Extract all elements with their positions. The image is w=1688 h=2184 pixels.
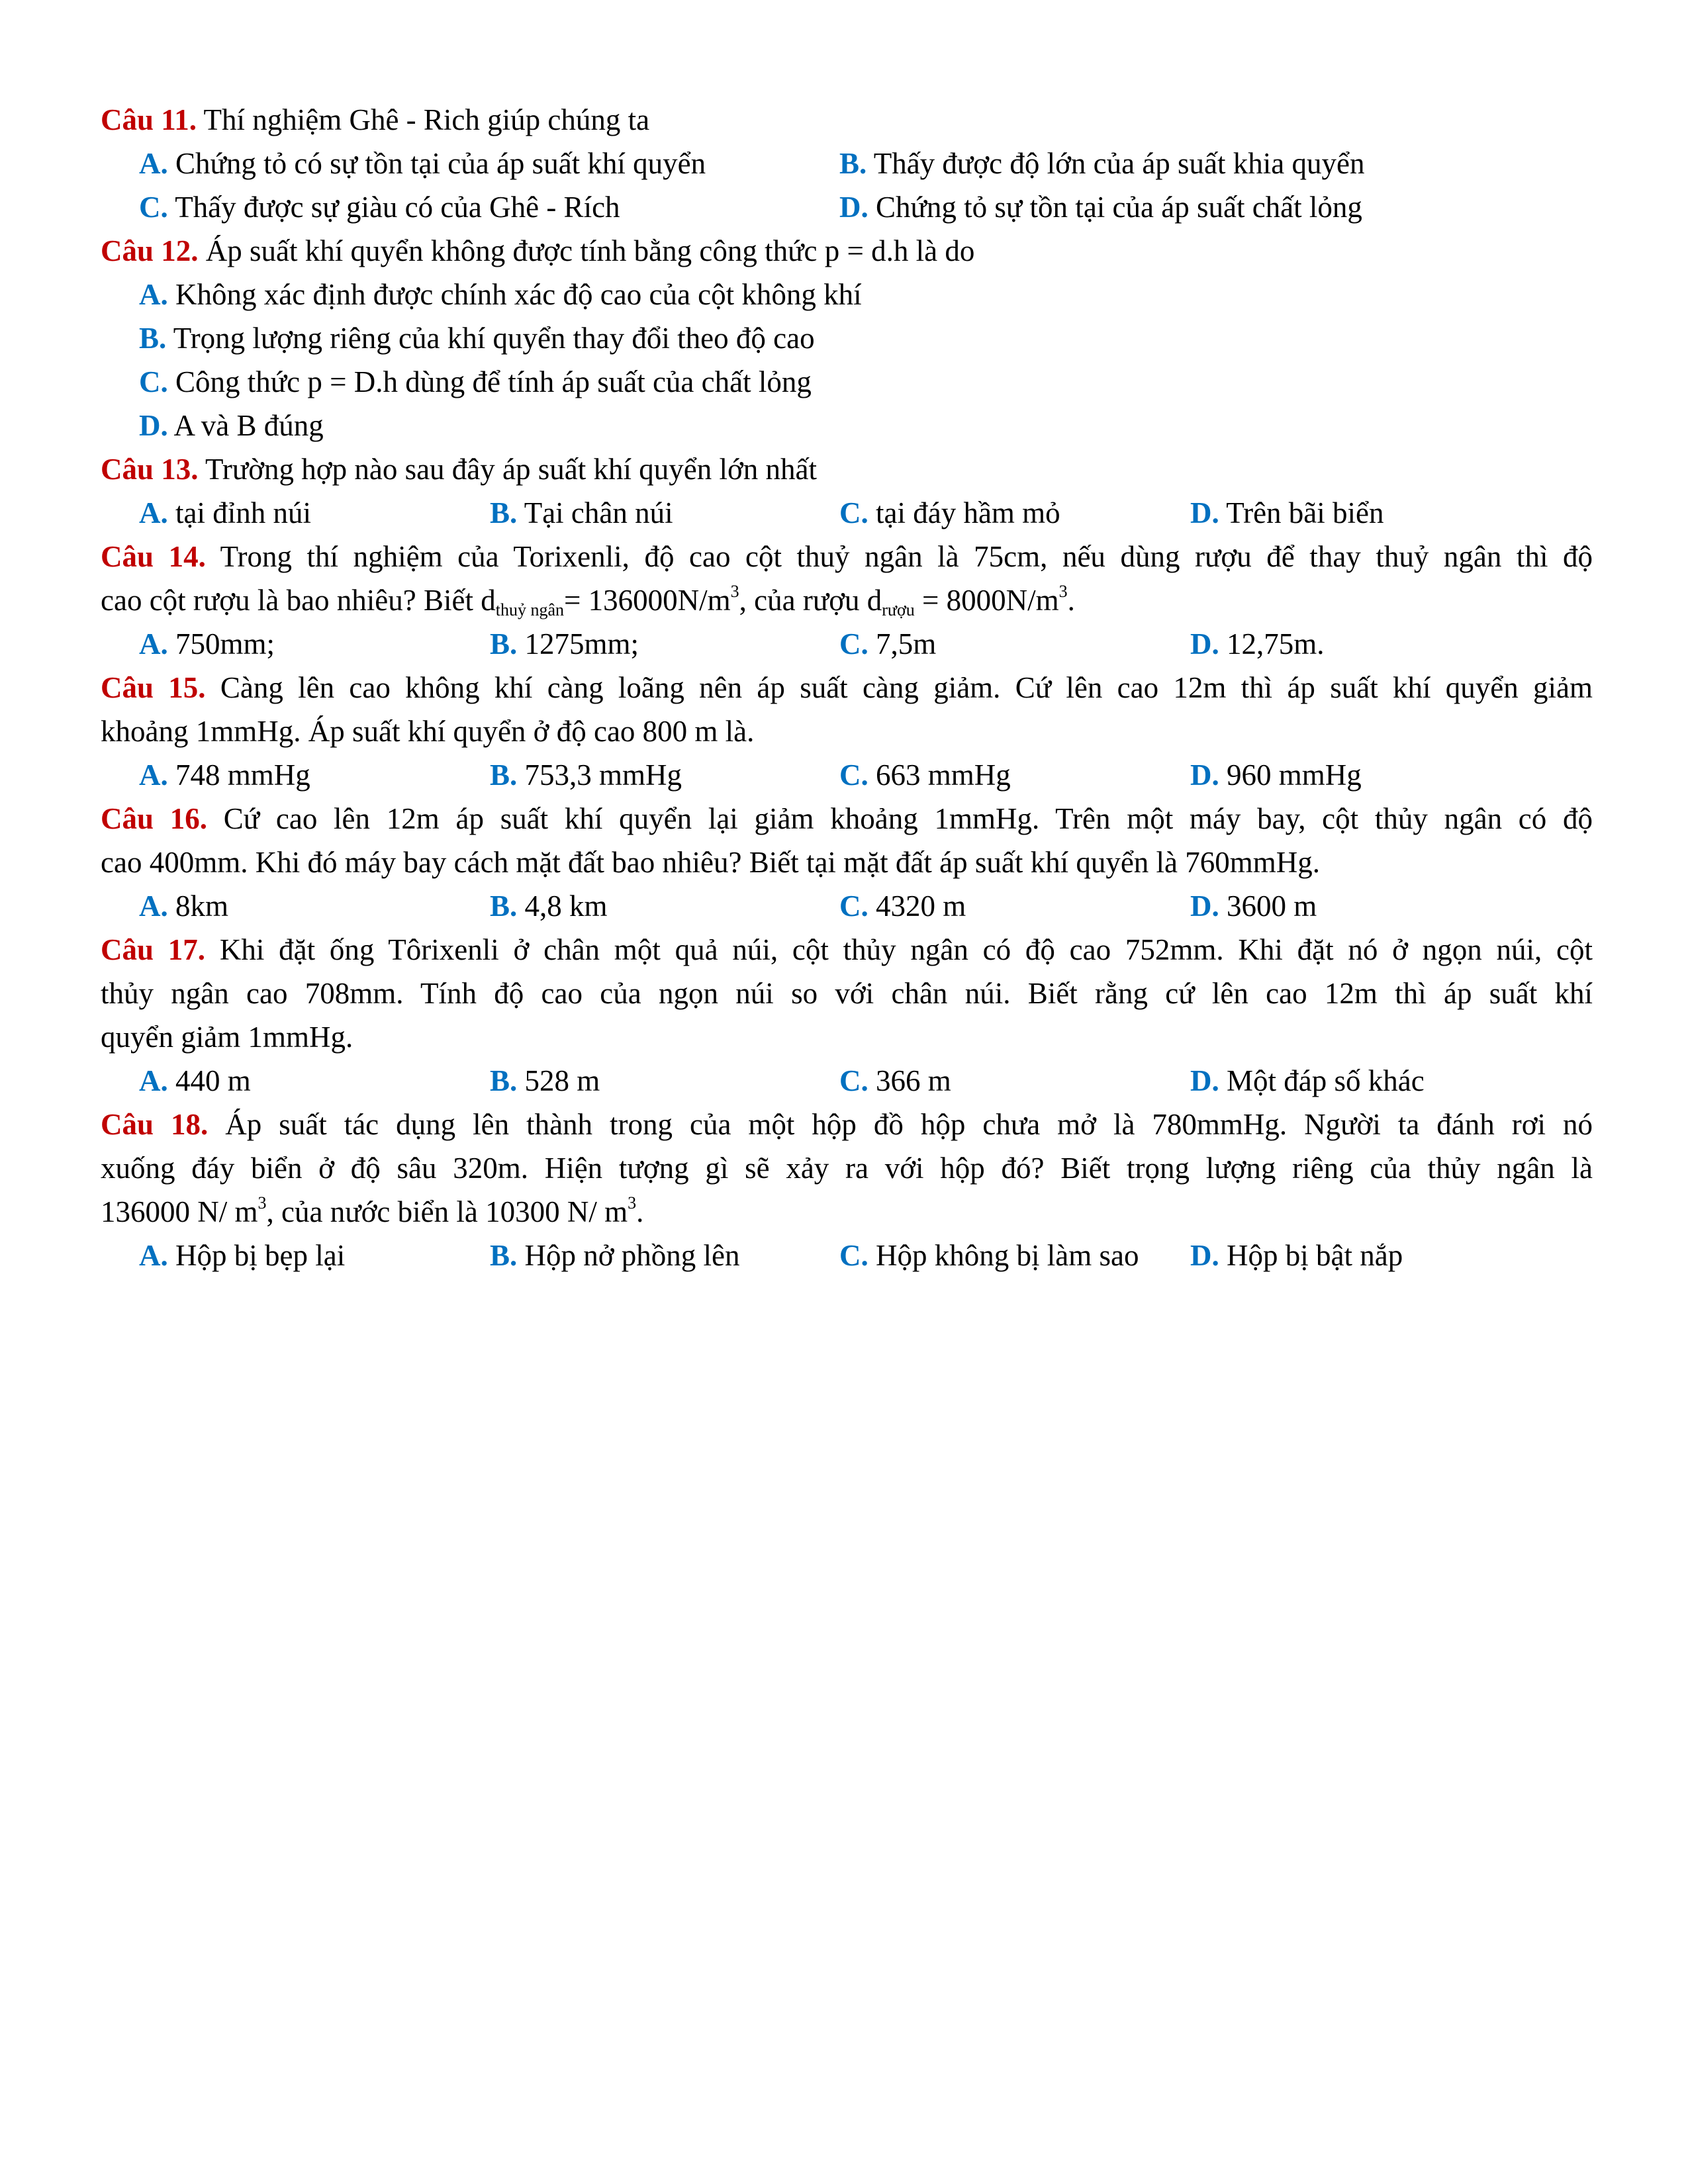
subscript: thuỷ ngân: [495, 600, 564, 619]
stem-text: , của nước biển là 10300 N/ m: [266, 1195, 628, 1228]
q11-options-row-2: [139, 185, 1593, 229]
option-label: C.: [839, 889, 868, 923]
question-16-line-2: [101, 841, 1593, 884]
option-label: A.: [139, 1239, 168, 1272]
option-b: [490, 622, 639, 666]
option-c: [139, 360, 1593, 404]
question-stem: Trường hợp nào sau đây áp suất khí quyển lớn nhất: [205, 453, 817, 486]
option-a: [139, 884, 228, 928]
q18-options-row: [139, 1234, 1593, 1277]
option-c: [839, 491, 1060, 535]
option-label: B.: [839, 147, 867, 180]
option-label: A.: [139, 758, 168, 792]
question-14: [101, 535, 1593, 578]
question-13: [101, 447, 1593, 491]
option-text: Hộp bị bật nắp: [1227, 1239, 1403, 1272]
option-text: 960 mmHg: [1227, 758, 1362, 792]
option-label: C.: [839, 758, 868, 792]
question-17-line-3: [101, 1015, 1593, 1059]
option-text: 8km: [175, 889, 229, 923]
option-text: 1275mm;: [524, 627, 639, 660]
option-text: Trọng lượng riêng của khí quyển thay đổi theo độ cao: [173, 322, 815, 355]
option-label: D.: [1190, 627, 1219, 660]
stem-text: cao cột rượu là bao nhiêu? Biết d: [101, 584, 496, 617]
option-d: [1190, 491, 1384, 535]
question-16: [101, 797, 1593, 841]
option-text: Công thức p = D.h dùng để tính áp suất của chất lỏng: [175, 365, 812, 398]
option-label: D.: [1190, 1239, 1219, 1272]
question-number: Câu 16.: [101, 802, 208, 835]
option-a: [139, 753, 310, 797]
option-text: Tại chân núi: [524, 496, 673, 529]
question-stem: Cứ cao lên 12m áp suất khí quyển lại giảm khoảng 1mmHg. Trên một máy bay, cột thủy ngân có độ: [223, 802, 1593, 835]
question-number: Câu 14.: [101, 540, 206, 573]
option-d: [839, 185, 1362, 229]
q15-options-row: [139, 753, 1593, 797]
question-15-line-2: [101, 709, 1593, 753]
option-text: Thấy được độ lớn của áp suất khia quyển: [873, 147, 1365, 180]
option-b: [490, 491, 673, 535]
stem-text: .: [1067, 584, 1075, 617]
question-17-line-2: [101, 972, 1593, 1015]
stem-text: 136000 N/ m: [101, 1195, 258, 1228]
option-label: C.: [839, 1239, 868, 1272]
option-d: [1190, 884, 1317, 928]
option-label: B.: [139, 322, 167, 355]
question-number: Câu 11.: [101, 103, 197, 136]
superscript: 3: [730, 582, 739, 601]
option-label: A.: [139, 889, 168, 923]
option-label: A.: [139, 147, 168, 180]
option-label: D.: [1190, 1064, 1219, 1097]
option-text: 4,8 km: [524, 889, 608, 923]
option-b: [490, 884, 608, 928]
question-11: [101, 98, 1593, 142]
question-12: [101, 229, 1593, 273]
option-text: Thấy được sự giàu có của Ghê - Rích: [175, 191, 620, 224]
option-text: Hộp bị bẹp lại: [175, 1239, 346, 1272]
question-15: [101, 666, 1593, 709]
question-18-line-2: [101, 1146, 1593, 1190]
option-text: 753,3 mmHg: [524, 758, 682, 792]
option-label: C.: [139, 191, 168, 224]
option-text: Chứng tỏ sự tồn tại của áp suất chất lỏng: [876, 191, 1362, 224]
question-18: [101, 1103, 1593, 1146]
option-text: 440 m: [175, 1064, 251, 1097]
question-number: Câu 17.: [101, 933, 206, 966]
option-b: [490, 753, 682, 797]
option-label: B.: [490, 496, 518, 529]
q16-options-row: [139, 884, 1593, 928]
option-label: A.: [139, 496, 168, 529]
q14-options-row: [139, 622, 1593, 666]
option-text: 528 m: [524, 1064, 600, 1097]
option-label: A.: [139, 278, 168, 311]
question-stem: Áp suất khí quyển không được tính bằng công thức p = d.h là do: [205, 234, 975, 267]
option-label: D.: [139, 409, 168, 442]
option-text: Hộp không bị làm sao: [876, 1239, 1139, 1272]
question-17: [101, 928, 1593, 972]
option-text: 7,5m: [876, 627, 937, 660]
stem-text: cao 400mm. Khi đó máy bay cách mặt đất bao nhiêu? Biết tại mặt đất áp suất khí quyển là 760mmHg.: [101, 846, 1321, 879]
option-c: [839, 1234, 1139, 1277]
question-stem: Thí nghiệm Ghê - Rich giúp chúng ta: [203, 103, 650, 136]
subscript: rượu: [882, 600, 915, 619]
option-a: [139, 1059, 251, 1103]
option-text: Trên bãi biển: [1226, 496, 1384, 529]
question-18-line-3: [101, 1190, 1593, 1234]
question-number: Câu 15.: [101, 671, 206, 704]
option-label: B.: [490, 1064, 518, 1097]
q11-options-row-1: [139, 142, 1593, 185]
option-label: C.: [839, 1064, 868, 1097]
option-text: A và B đúng: [173, 409, 324, 442]
option-a: [139, 491, 311, 535]
option-c: [839, 1059, 951, 1103]
option-label: A.: [139, 627, 168, 660]
option-d: [1190, 622, 1325, 666]
option-d: [1190, 753, 1362, 797]
option-label: D.: [1190, 889, 1219, 923]
stem-text: khoảng 1mmHg. Áp suất khí quyển ở độ cao 800 m là.: [101, 715, 755, 748]
option-text: 366 m: [876, 1064, 951, 1097]
option-label: A.: [139, 1064, 168, 1097]
option-c: [839, 622, 936, 666]
option-text: 663 mmHg: [876, 758, 1011, 792]
stem-text: .: [636, 1195, 644, 1228]
question-stem: Áp suất tác dụng lên thành trong của một hộp đồ hộp chưa mở là 780mmHg. Người ta đánh rơi nó: [225, 1108, 1593, 1141]
option-text: Một đáp số khác: [1227, 1064, 1425, 1097]
question-number: Câu 12.: [101, 234, 199, 267]
option-a: [139, 622, 275, 666]
option-label: D.: [839, 191, 868, 224]
superscript: 3: [628, 1193, 637, 1212]
question-stem: Càng lên cao không khí càng loãng nên áp suất càng giảm. Cứ lên cao 12m thì áp suất khí quyển giảm: [220, 671, 1593, 704]
question-number: Câu 18.: [101, 1108, 209, 1141]
option-c: [139, 185, 620, 229]
option-label: B.: [490, 627, 518, 660]
option-text: tại đáy hầm mỏ: [876, 496, 1060, 529]
option-label: D.: [1190, 496, 1219, 529]
option-a: [139, 142, 706, 185]
q17-options-row: [139, 1059, 1593, 1103]
option-b: [839, 142, 1364, 185]
option-a: [139, 273, 1593, 316]
option-text: tại đỉnh núi: [175, 496, 311, 529]
stem-text: thủy ngân cao 708mm. Tính độ cao của ngọn núi so với chân núi. Biết rằng cứ lên cao 12m thì áp suất khí: [101, 977, 1593, 1010]
option-label: B.: [490, 758, 518, 792]
option-label: C.: [839, 627, 868, 660]
option-text: 750mm;: [175, 627, 275, 660]
option-text: Không xác định được chính xác độ cao của cột không khí: [175, 278, 862, 311]
option-label: B.: [490, 1239, 518, 1272]
stem-text: xuống đáy biển ở độ sâu 320m. Hiện tượng gì sẽ xảy ra với hộp đó? Biết trọng lượng riêng của thủy ngân là: [101, 1152, 1593, 1185]
stem-text: = 136000N/m: [564, 584, 731, 617]
question-stem: Trong thí nghiệm của Torixenli, độ cao cột thuỷ ngân là 75cm, nếu dùng rượu để thay thuỷ ngân thì độ: [220, 540, 1593, 573]
option-text: 748 mmHg: [175, 758, 310, 792]
option-label: C.: [839, 496, 868, 529]
option-d: [1190, 1059, 1425, 1103]
option-label: D.: [1190, 758, 1219, 792]
q13-options-row: [139, 491, 1593, 535]
option-c: [839, 884, 966, 928]
option-text: 3600 m: [1227, 889, 1317, 923]
option-text: Hộp nở phồng lên: [524, 1239, 740, 1272]
option-d: [1190, 1234, 1403, 1277]
option-text: 12,75m.: [1227, 627, 1325, 660]
option-b: [490, 1059, 600, 1103]
option-a: [139, 1234, 345, 1277]
superscript: 3: [1058, 582, 1068, 601]
option-d: [139, 404, 1593, 447]
stem-text: = 8000N/m: [914, 584, 1059, 617]
option-b: [139, 316, 1593, 360]
option-c: [839, 753, 1011, 797]
option-text: 4320 m: [876, 889, 966, 923]
option-label: C.: [139, 365, 168, 398]
question-14-line-2: [101, 578, 1593, 622]
stem-text: , của rượu d: [739, 584, 882, 617]
question-number: Câu 13.: [101, 453, 199, 486]
question-stem: Khi đặt ống Tôrixenli ở chân một quả núi, cột thủy ngân có độ cao 752mm. Khi đặt nó ở ngọn núi, cột: [219, 933, 1593, 966]
option-b: [490, 1234, 740, 1277]
option-label: B.: [490, 889, 518, 923]
stem-text: quyển giảm 1mmHg.: [101, 1021, 353, 1054]
option-text: Chứng tỏ có sự tồn tại của áp suất khí quyển: [175, 147, 706, 180]
superscript: 3: [258, 1193, 267, 1212]
